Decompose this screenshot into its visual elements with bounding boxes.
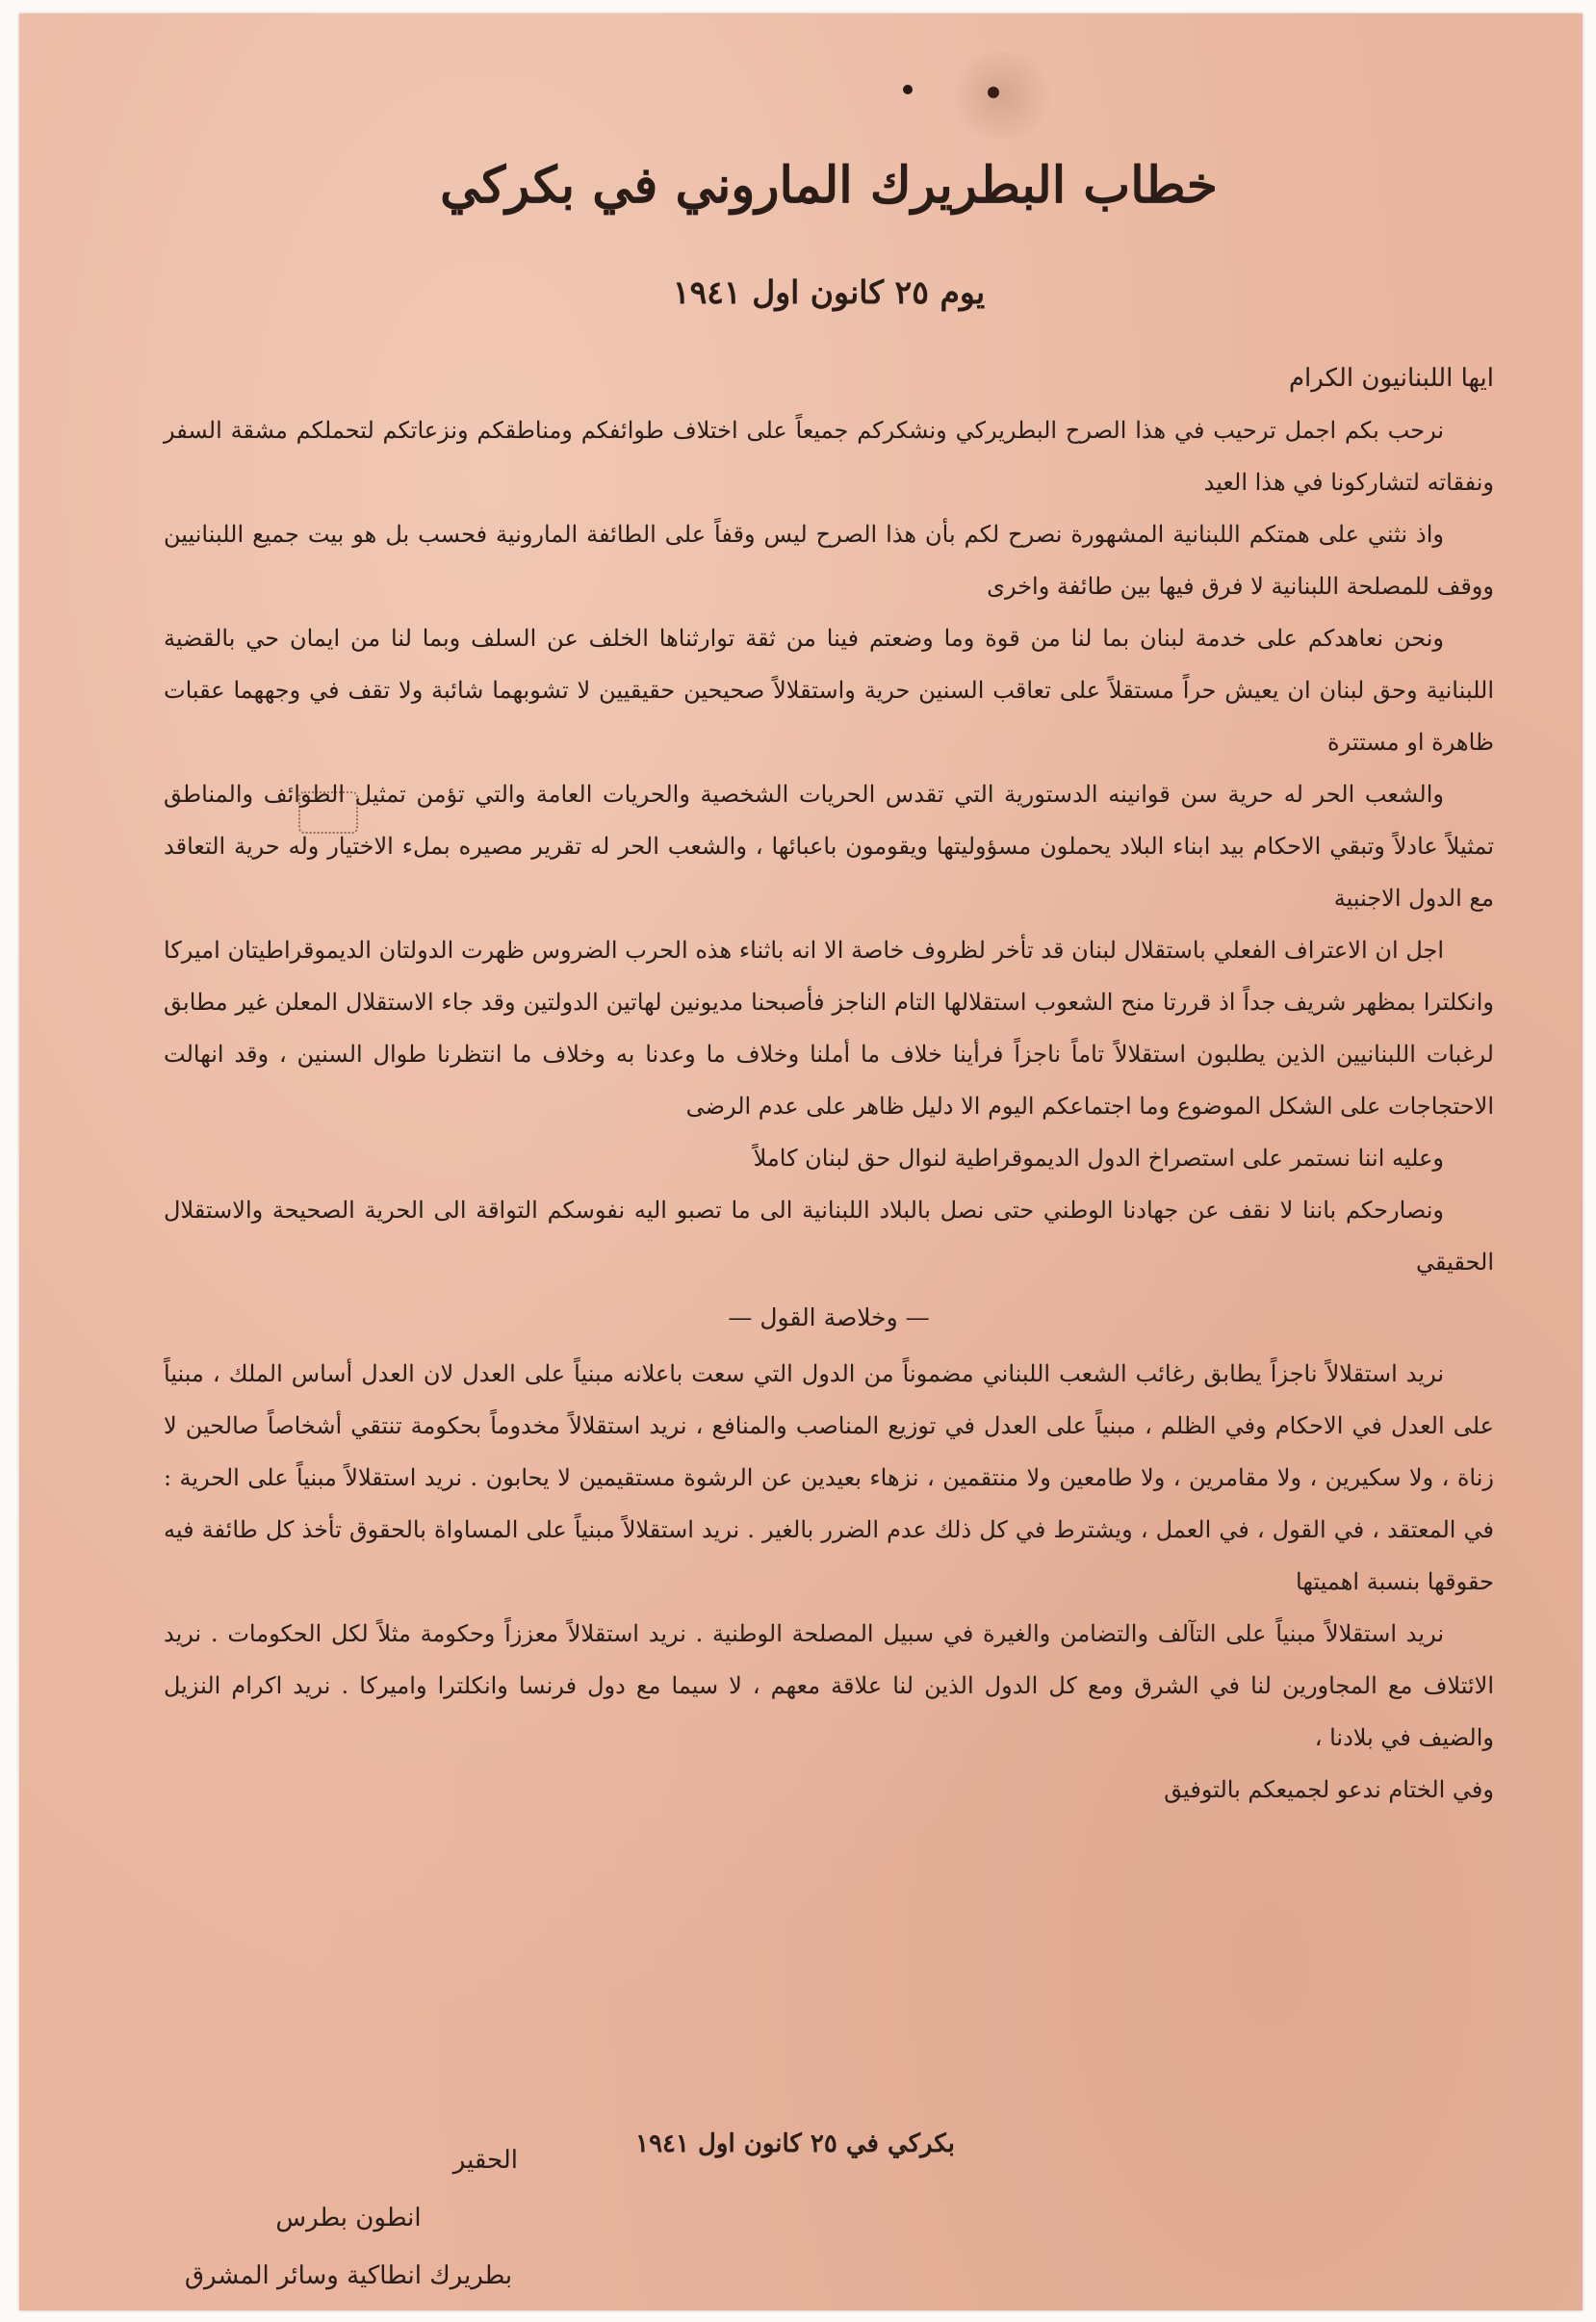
paragraph: واذ نثني على همتكم اللبنانية المشهورة نصرح لكم بأن هذا الصرح ليس وقفاً على الطائفة المارونية فحسب بل هو بيت جميع اللبنانيين ووقف للمصلحة اللبنانية لا فرق فيها بين طائفة واخرى	[164, 521, 1494, 600]
paragraph: وعليه اننا نستمر على استصراخ الدول الديموقراطية لنوال حق لبنان كاملاً	[753, 1145, 1444, 1172]
document-title: خطاب البطريرك الماروني في بكركي	[440, 156, 1218, 215]
summary-paragraph: نريد استقلالاً ناجزاً يطابق رغائب الشعب اللبناني مضموناً من الدول التي سعت باعلانه مبنياً على العدل لان العدل أساس الملك ، مبنياً على العدل في الاحكام وفي الظلم ، مبنياً على العدل في توزيع المناصب والمنافع ، نريد استقلالاً مخدوماً بحكومة تنتقي أشخاصاً صالحين لا زناة ، ولا سكيرين ، ولا مقامرين ، ولا طامعين ولا منتقمين ، نزهاء بعيدين عن الرشوة مستقيمين لا يحابون . نريد استقلالاً مبنياً على الحرية : في المعتقد ، في القول ، في العمل ، ويشترط في كل ذلك عدم الضرر بالغير . نريد استقلالاً مبنياً على المساواة بالحقوق تأخذ كل طائفة فيه حقوقها بنسبة اهميتها	[164, 1360, 1494, 1595]
paragraph: اجل ان الاعتراف الفعلي باستقلال لبنان قد تأخر لظروف خاصة الا انه باثناء هذه الحرب الضروس ظهرت الدولتان الديموقراطيتان اميركا وانكلترا بمظهر شريف جداً اذ قررتا منح الشعوب استقلالها التام الناجز فأصبحنا مديونين لهاتين الدولتين وقد جاء الاستقلال المعلن غير مطابق لرغبات اللبنانيين الذين يطلبون استقلالاً تاماً ناجزاً فرأينا خلاف ما أملنا وخلاف ما وعدنا به وخلاف ما انتظرنا طوال السنين ، وقد انهالت الاحتجاجات على الشكل الموضوع وما اجتماعكم اليوم الا دليل ظاهر على عدم الرضى	[164, 937, 1494, 1120]
letter-sheet	[19, 13, 1583, 2310]
closing-place-date: بكركي في ٢٥ كانون اول ١٩٤١	[635, 2129, 955, 2158]
signature-word: الحقير	[452, 2146, 518, 2175]
letter-body	[164, 352, 1494, 1816]
signature-block	[137, 2131, 560, 2305]
document-date-line: يوم ٢٥ كانون اول ١٩٤١	[672, 273, 986, 311]
salutation: ايها اللبنانيون الكرام	[1288, 364, 1494, 393]
section-heading: — وخلاصة القول —	[728, 1303, 930, 1331]
paragraph: ونحن نعاهدكم على خدمة لبنان بما لنا من قوة وما وضعتم فينا من ثقة توارثناها الخلف عن السلف وبما لنا من ايمان حي بالقضية اللبنانية وحق لبنان ان يعيش حراً مستقلاً على تعاقب السنين حرية واستقلالاً صحيحين حقيقيين لا تشوبهما شائبة ولا تقف في وجههما عقبات ظاهرة او مستترة	[164, 625, 1494, 756]
paragraph: ونصارحكم باننا لا نقف عن جهادنا الوطني حتى نصل بالبلاد اللبنانية الى ما تصبو اليه نفوسكم التواقة الى الحرية الصحيحة والاستقلال الحقيقي	[164, 1197, 1494, 1276]
closing-wish: وفي الختام ندعو لجميعكم بالتوفيق	[1164, 1776, 1494, 1803]
summary-paragraph: نريد استقلالاً مبنياً على التآلف والتضامن والغيرة في سبيل المصلحة الوطنية . نريد استقلالاً معززاً وحكومة مثلاً لكل الحكومات . نريد الائتلاف مع المجاورين لنا في الشرق ومع كل الدول الذين لنا علاقة معهم ، لا سيما مع دول فرنسا وانكلترا واميركا . نريد اكرام النزيل والضيف في بلادنا ،	[164, 1620, 1494, 1751]
letter-content	[164, 13, 1494, 2310]
paragraph: نرحب بكم اجمل ترحيب في هذا الصرح البطريركي ونشكركم جميعاً على اختلاف طوائفكم ومناطقكم ونزعاتكم لتحملكم مشقة السفر ونفقاته لتشاركونا في هذا العيد	[164, 417, 1494, 496]
signature-office: بطريرك انطاكية وسائر المشرق	[184, 2261, 513, 2290]
paragraph: والشعب الحر له حرية سن قوانينه الدستورية التي تقدس الحريات الشخصية والحريات العامة والتي تؤمن تمثيل الطوائف والمناطق تمثيلاً عادلاً وتبقي الاحكام بيد ابناء البلاد يحملون مسؤوليتها ويقومون باعبائها ، والشعب الحر له تقرير مصيره بملء الاختيار وله حرية التعاقد مع الدول الاجنبية	[164, 781, 1495, 912]
signature-name: انطون بطرس	[275, 2204, 422, 2232]
